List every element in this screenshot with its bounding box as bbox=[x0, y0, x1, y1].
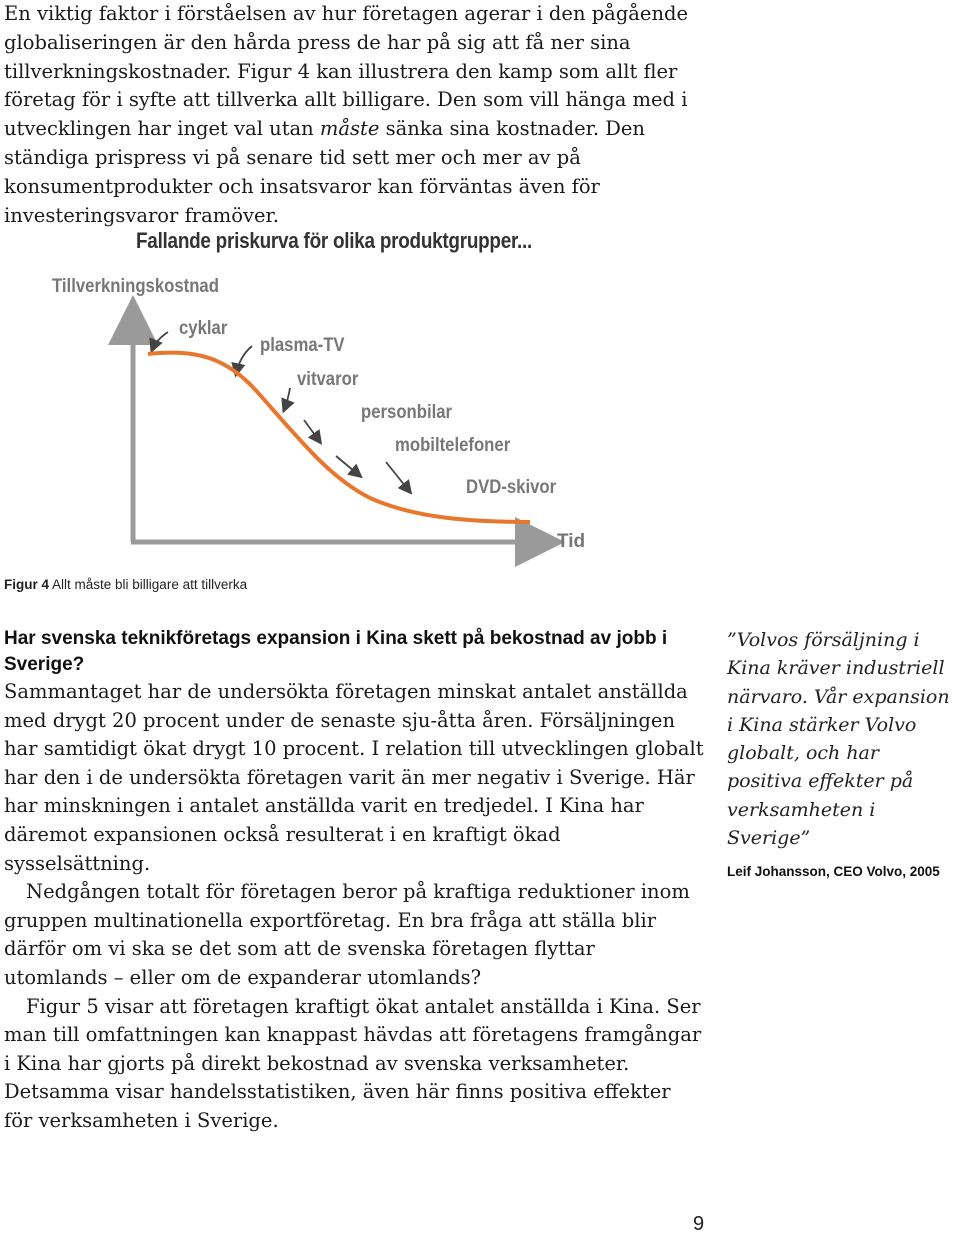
price-curve-figure bbox=[0, 220, 700, 580]
body-paragraph-3: Figur 5 visar att företagen kraftigt ökat antalet anställda i Kina. Ser man till omfattningen kan knappast hävdas att företagens framgångar i Kina har gjorts på direkt bekostnad av svenska verksamheter. Detsamma visar handelsstatistiken, även här finns positiva effekter för verksamheten i Sverige. bbox=[4, 994, 702, 1132]
intro-text-1: En viktig faktor i förståelsen av hur företagen agerar i den pågående globaliseringen är den hårda press de har på sig att få ner sina tillverkningskostnader. Figur 4 kan illustrera den kamp som allt fler företag för i syfte att tillverka allt billigare. Den som vill hänga med i utvecklingen har inget val utan bbox=[4, 2, 689, 141]
category-label-vitvaror: vitvaror bbox=[297, 369, 359, 390]
caption-text: Allt måste bli billigare att tillverka bbox=[49, 577, 248, 592]
caption-label: Figur 4 bbox=[4, 577, 50, 592]
intro-text-2: sänka sina kostnader. Den ständiga prispress vi på senare tid sett mer och mer av på konsumentprodukter och insatsvaror kan förväntas även för investeringsvaror framöver. bbox=[4, 117, 645, 227]
price-curve-graphic bbox=[0, 220, 700, 580]
pointer-arrow-personbilar bbox=[304, 420, 320, 442]
main-column bbox=[4, 626, 704, 1136]
category-label-plasma-tv: plasma-TV bbox=[260, 335, 345, 356]
pointer-arrow-dvd bbox=[386, 462, 410, 492]
sidebar-quote-box bbox=[727, 626, 959, 879]
category-label-personbilar: personbilar bbox=[361, 402, 453, 423]
pointer-arrow-plasma-tv bbox=[236, 346, 252, 374]
figure-title: Fallande priskurva för olika produktgrupper... bbox=[136, 228, 533, 253]
y-axis-label: Tillverkningskostnad bbox=[52, 276, 219, 297]
category-label-cyklar: cyklar bbox=[179, 318, 228, 339]
category-label-mobiltelefoner: mobiltelefoner bbox=[395, 435, 511, 456]
pointer-arrow-vitvaror bbox=[284, 388, 290, 410]
body-paragraph-1: Sammantaget har de undersökta företagen minskat antalet anställda med drygt 20 procent under de senaste sju-åtta åren. Försäljningen har samtidigt ökat drygt 10 procent. I relation till utvecklingen globalt har den i de undersökta företagen varit än mer negativ i Sverige. Här har minskningen i antalet anställda varit en tredjedel. I Kina har däremot expansionen också resulterat i en kraftigt ökad sysselsättning. bbox=[4, 680, 704, 875]
quote-attribution: Leif Johansson, CEO Volvo, 2005 bbox=[727, 864, 940, 880]
category-label-dvd-skivor: DVD-skivor bbox=[466, 477, 557, 498]
intro-emphasis: måste bbox=[319, 117, 380, 141]
section-heading: Har svenska teknikföretags expansion i Kina skett på bekostnad av jobb i Sverige? bbox=[4, 628, 668, 675]
body-paragraph-2: Nedgången totalt för företagen beror på kraftiga reduktioner inom gruppen multinationella exportföretag. En bra fråga att ställa blir därför om vi ska se det som att de svenska företagen flyttar utomlands – eller om de expanderar utomlands? bbox=[4, 880, 690, 989]
pull-quote: ”Volvos försäljning i Kina kräver industriell närvaro. Vår expansion i Kina stärker Volvo globalt, och har positiva effekter på verksamheten i Sverige” bbox=[727, 629, 950, 850]
pointer-arrow-cyklar bbox=[152, 332, 168, 350]
figure-caption bbox=[4, 577, 247, 592]
x-axis-label: Tid bbox=[557, 531, 586, 552]
pointer-arrow-mobiltelefoner bbox=[336, 456, 360, 476]
intro-paragraph bbox=[4, 0, 704, 230]
page-number: 9 bbox=[693, 1213, 705, 1235]
